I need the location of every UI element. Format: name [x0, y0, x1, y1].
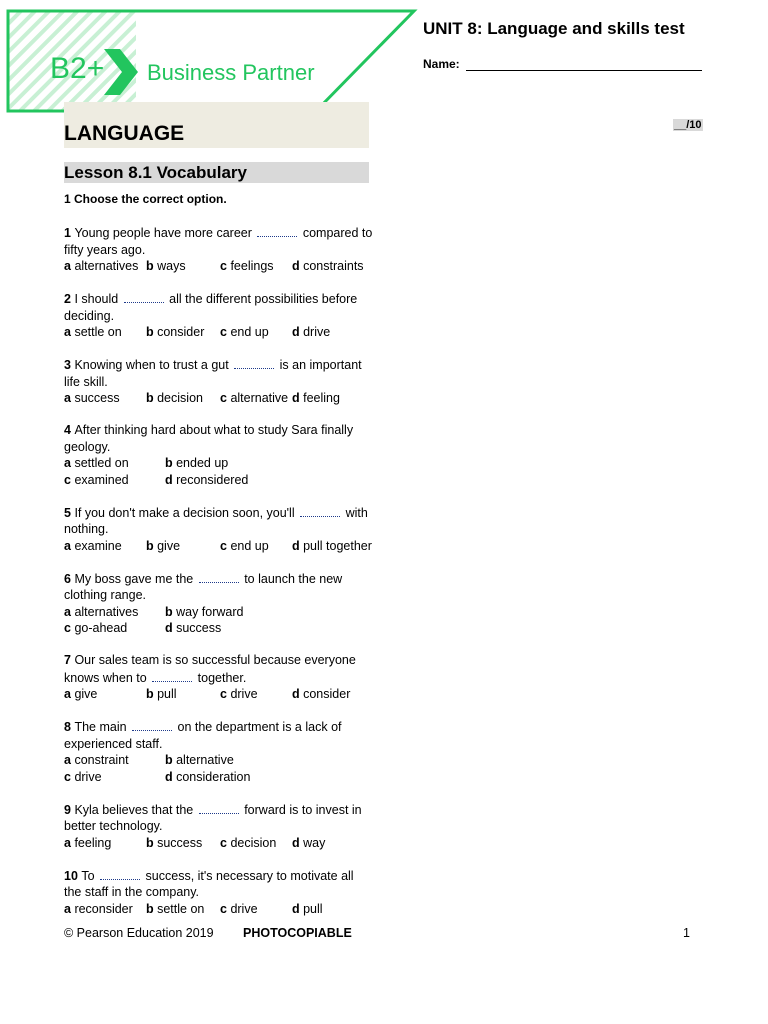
option-c[interactable]: c drive [220, 901, 258, 916]
question-number: 6 [64, 571, 75, 586]
question-stem: 10 To success, it's necessary to motivate all the staff in the company. [64, 868, 354, 899]
option-b[interactable]: b alternative [165, 753, 234, 767]
lesson-title: Lesson 8.1 Vocabulary [64, 163, 247, 182]
question-1 [64, 224, 374, 275]
answer-blank[interactable] [234, 356, 274, 369]
option-a[interactable]: a feeling [64, 835, 112, 850]
option-d[interactable]: d way [292, 835, 326, 850]
option-a[interactable]: a success [64, 391, 120, 405]
copyright: © Pearson Education 2019 [64, 926, 214, 940]
question-stem: 5 If you don't make a decision soon, you'll with nothing. [64, 505, 368, 536]
question-stem: 6 My boss gave me the to launch the new clothing range. [64, 571, 343, 602]
question-number: 3 [64, 358, 75, 372]
option-c[interactable]: c examined [64, 472, 129, 487]
question-number: 2 [64, 292, 75, 306]
option-d[interactable]: d success [165, 621, 222, 635]
options-row [64, 604, 374, 621]
question-number: 5 [64, 505, 75, 520]
question-number: 9 [64, 802, 75, 817]
answer-blank[interactable] [300, 504, 340, 517]
option-c[interactable]: c drive [64, 769, 102, 784]
question-stem: 1 Young people have more career compared to fifty years ago. [64, 226, 373, 257]
name-field[interactable] [423, 57, 702, 71]
option-a[interactable]: a alternatives [64, 259, 139, 273]
option-b[interactable]: b consider [146, 325, 205, 339]
option-d[interactable]: d drive [292, 325, 331, 339]
answer-blank[interactable] [257, 224, 297, 237]
unit-title: UNIT 8: Language and skills test [423, 19, 685, 38]
options-row [64, 324, 374, 341]
question-7 [64, 652, 374, 703]
options-row [64, 455, 374, 472]
name-label: Name: [423, 57, 460, 71]
question-9 [64, 801, 374, 852]
score-badge: __/10 [674, 119, 702, 131]
answer-blank[interactable] [152, 669, 192, 682]
option-a[interactable]: a examine [64, 538, 122, 553]
question-number: 1 [64, 226, 75, 240]
option-a[interactable]: a reconsider [64, 901, 133, 916]
option-a[interactable]: a alternatives [64, 604, 139, 619]
option-d[interactable]: d constraints [292, 259, 364, 273]
question-stem: 2 I should all the different possibilities before deciding. [64, 292, 358, 323]
question-4 [64, 422, 374, 488]
section-title: LANGUAGE [64, 122, 185, 145]
options-row [64, 620, 374, 637]
question-stem: 8 The main on the department is a lack of experienced staff. [64, 720, 342, 751]
option-b[interactable]: b ended up [165, 456, 229, 470]
question-stem: 3 Knowing when to trust a gut is an important life skill. [64, 358, 362, 389]
option-c[interactable]: c feelings [220, 259, 274, 273]
options-row [64, 901, 374, 918]
answer-blank[interactable] [100, 867, 140, 880]
option-d[interactable]: d consider [292, 687, 351, 701]
question-number: 7 [64, 653, 75, 667]
options-row [64, 752, 374, 769]
logo-name: Business Partner [147, 60, 315, 85]
options-row [64, 686, 374, 703]
option-a[interactable]: a settle on [64, 325, 122, 339]
answer-blank[interactable] [132, 718, 172, 731]
options-row [64, 835, 374, 852]
logo-level: B2+ [50, 52, 105, 85]
options-row [64, 390, 374, 407]
option-b[interactable]: b success [146, 835, 203, 850]
option-c[interactable]: c go-ahead [64, 621, 128, 635]
answer-blank[interactable] [199, 801, 239, 814]
option-b[interactable]: b settle on [146, 901, 205, 916]
question-stem: 4 After thinking hard about what to study Sara finally geology. [64, 423, 354, 454]
question-stem: 9 Kyla believes that the forward is to invest in better technology. [64, 802, 362, 833]
options-row [64, 769, 374, 786]
question-6 [64, 570, 374, 637]
options-row [64, 258, 374, 275]
option-d[interactable]: d reconsidered [165, 472, 249, 487]
page-number: 1 [683, 926, 690, 940]
question-number: 4 [64, 423, 75, 437]
answer-blank[interactable] [124, 290, 164, 303]
question-8 [64, 718, 374, 785]
question-stem: 7 Our sales team is so successful because everyone knows when to together. [64, 653, 356, 685]
option-b[interactable]: b decision [146, 391, 203, 405]
instruction: 1 Choose the correct option. [64, 192, 227, 206]
option-c[interactable]: c end up [220, 325, 269, 339]
question-10 [64, 867, 374, 918]
option-a[interactable]: a constraint [64, 753, 129, 767]
option-c[interactable]: c decision [220, 835, 277, 850]
options-row [64, 538, 374, 555]
name-line[interactable] [466, 60, 702, 71]
photocopiable-label: PHOTOCOPIABLE [243, 926, 352, 940]
question-5 [64, 504, 374, 555]
option-c[interactable]: c drive [220, 687, 258, 701]
question-list [64, 224, 374, 933]
option-b[interactable]: b way forward [165, 604, 244, 619]
option-d[interactable]: d consideration [165, 769, 251, 784]
option-d[interactable]: d pull together [292, 538, 372, 553]
option-a[interactable]: a give [64, 687, 98, 701]
option-a[interactable]: a settled on [64, 456, 129, 470]
question-number: 8 [64, 720, 75, 734]
answer-blank[interactable] [199, 570, 239, 583]
option-d[interactable]: d feeling [292, 391, 340, 405]
option-c[interactable]: c end up [220, 538, 269, 553]
option-d[interactable]: d pull [292, 901, 323, 916]
options-row [64, 472, 374, 489]
option-b[interactable]: b give [146, 538, 181, 553]
question-2 [64, 290, 374, 341]
question-number: 10 [64, 868, 82, 883]
option-b[interactable]: b ways [146, 259, 186, 273]
option-b[interactable]: b pull [146, 687, 177, 701]
option-c[interactable]: c alternative [220, 391, 289, 405]
question-3 [64, 356, 374, 407]
